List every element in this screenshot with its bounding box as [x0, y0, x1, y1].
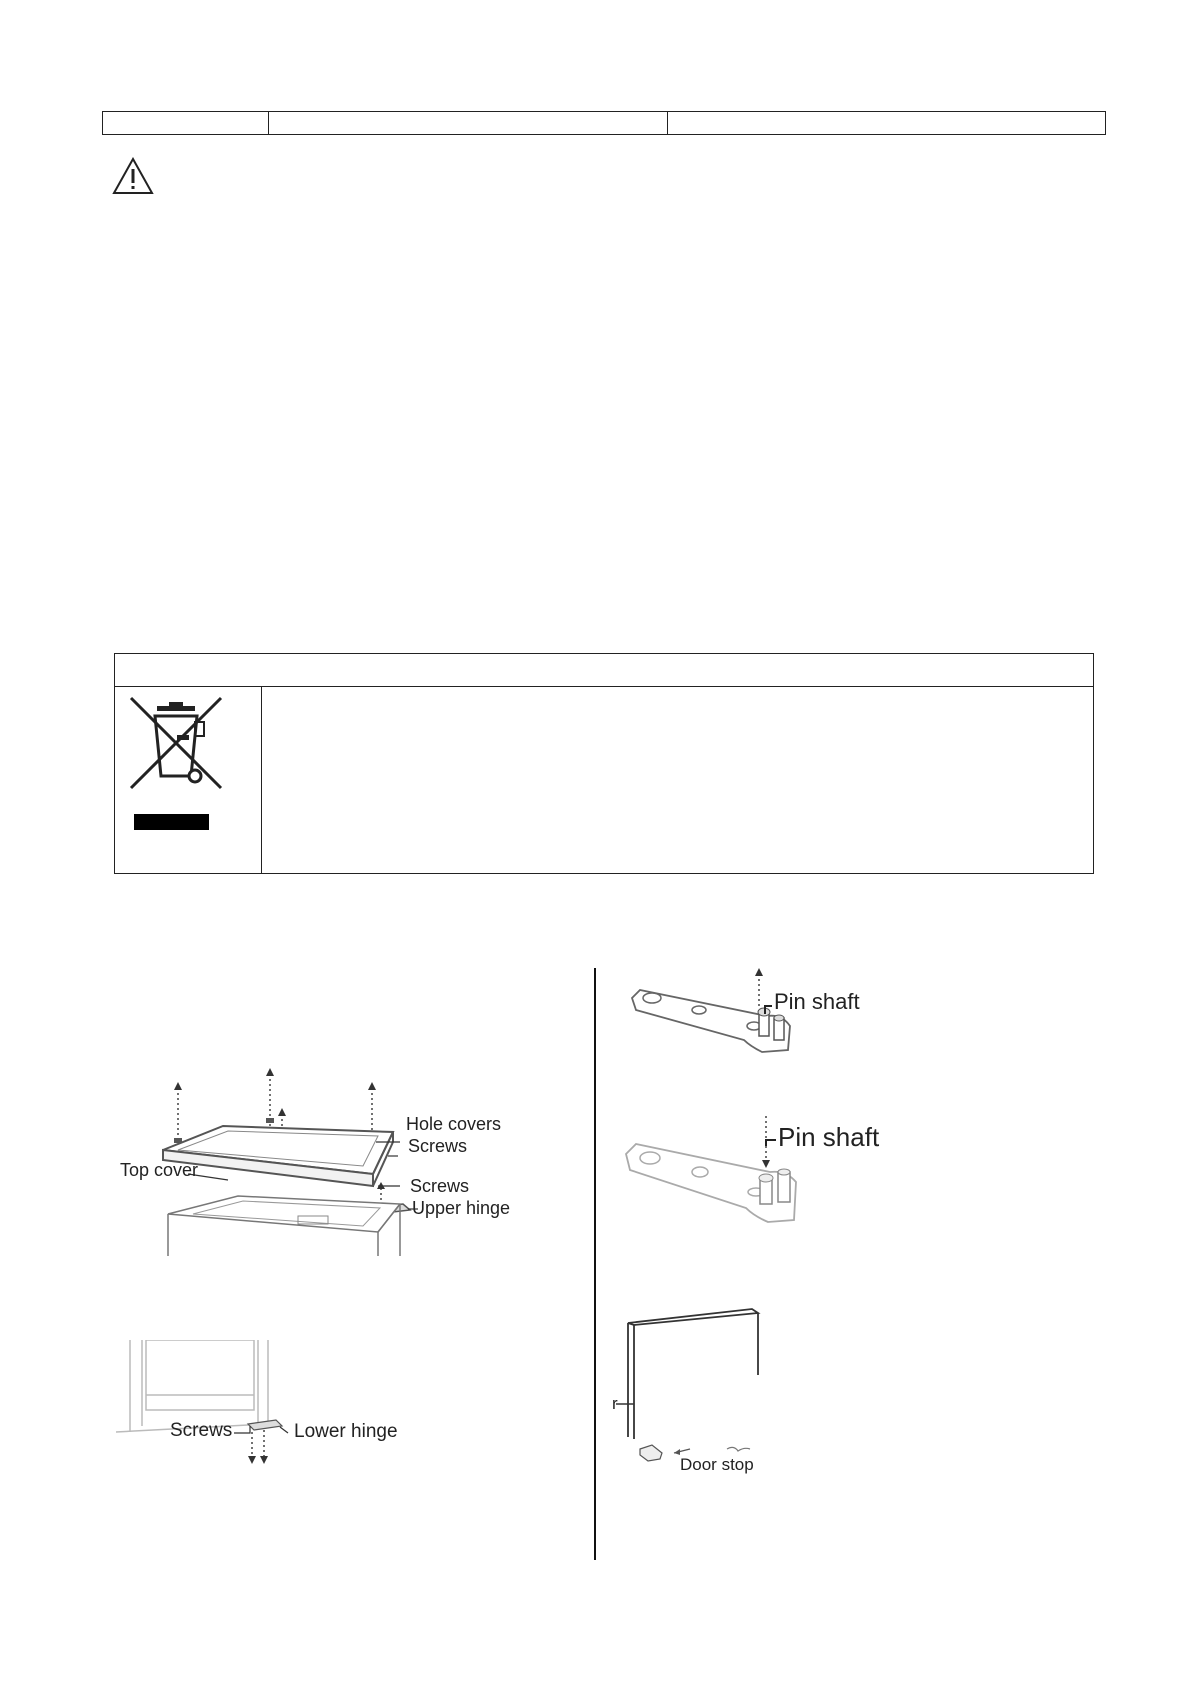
label-door-stop: Door stop: [680, 1455, 754, 1474]
label-top-cover: Top cover: [120, 1160, 199, 1180]
label-door-letter: r: [612, 1394, 618, 1413]
figure-pin-shaft-insertion: [620, 1116, 890, 1236]
figure-pin-shaft-removal: [622, 966, 882, 1066]
column-divider: [594, 968, 596, 1560]
header-cell-3: [668, 112, 1105, 134]
weee-icon-cell: [115, 686, 262, 873]
figure-door-stop: [612, 1303, 772, 1473]
header-cell-2: [269, 112, 668, 134]
figure-top-cover: [118, 1068, 518, 1256]
label-screws-top: Screws: [408, 1136, 468, 1156]
label-screws-hinge: Screws: [410, 1176, 470, 1196]
figure-lower-hinge: [116, 1340, 416, 1470]
label-screws-lower: Screws: [170, 1420, 233, 1441]
header-cell-1: [103, 112, 269, 134]
weee-black-bar: [134, 814, 209, 830]
weee-disposal-box: [114, 653, 1094, 874]
label-pin-shaft-1: Pin shaft: [774, 989, 860, 1014]
door-stop-drawing: [612, 1303, 772, 1473]
header-table: [102, 111, 1106, 135]
lower-hinge-drawing: [116, 1340, 416, 1470]
label-lower-hinge: Lower hinge: [294, 1421, 398, 1442]
weee-header-row: [115, 654, 1093, 687]
warning-triangle-icon: [112, 157, 154, 195]
label-upper-hinge: Upper hinge: [412, 1198, 511, 1218]
label-pin-shaft-2: Pin shaft: [778, 1122, 880, 1152]
label-hole-covers: Hole covers: [406, 1114, 502, 1134]
weee-crossed-bin-icon: [127, 696, 225, 790]
pin-shaft-removal-drawing: [622, 966, 882, 1066]
